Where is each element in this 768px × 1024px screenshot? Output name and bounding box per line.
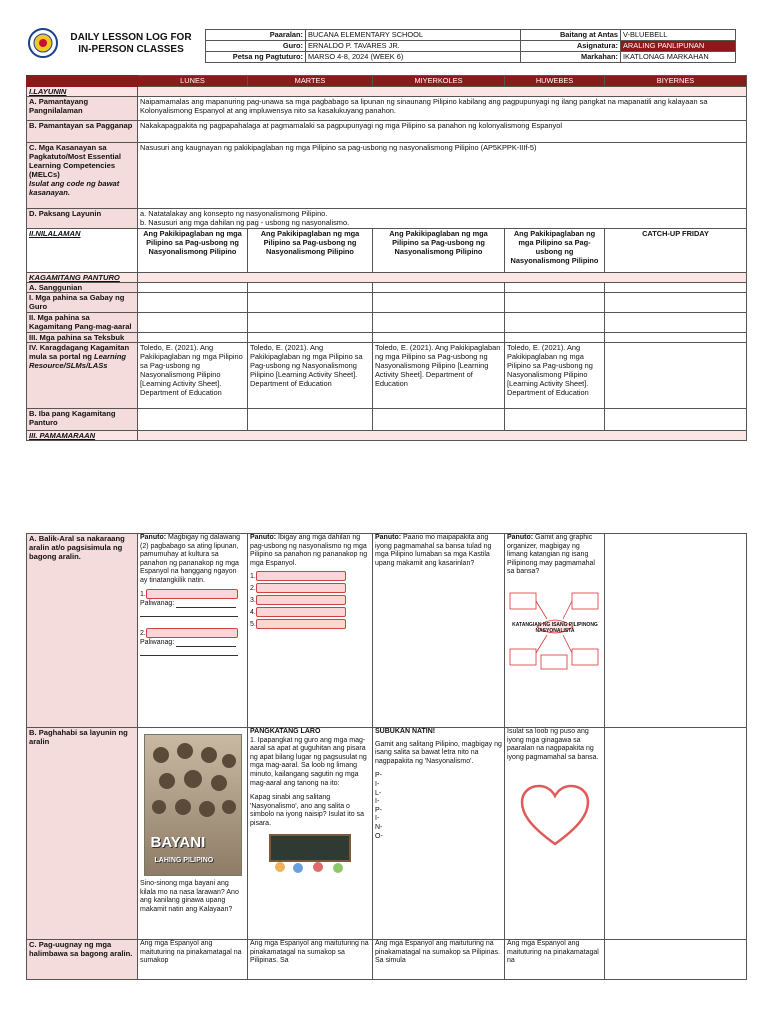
tue-b-text2: Kapag sinabi ang salitang 'Nasyonalismo', ano ang salita o simbolo na iyong naisip? Isulat ito sa pisara. [250, 794, 365, 827]
wed-b-heading: SUBUKAN NATIN! [375, 728, 436, 735]
section-layunin: I.LAYUNIN [27, 87, 138, 97]
row-label-melc-note: Isulat ang code ng bawat kasanayan. [29, 179, 120, 197]
value-guro: ERNALDO P. TAVARES JR. [306, 41, 521, 52]
ref-miyerkoles: Toledo, E. (2021). Ang Pakikipaglaban ng mga Pilipino sa Pag-usbong ng Nasyonalismong Pilipino [Learning Activity Sheet]. Department of Education [373, 343, 505, 409]
pagganap-text: Nakakapagpakita ng pagpapahalaga at pagmamalaki sa pagpupunyagi ng mga Pilipino sa panahon ng kolonyalismong Espanyol [138, 121, 747, 143]
catch-up-friday: CATCH-UP FRIDAY [605, 229, 747, 273]
heart-icon [520, 784, 590, 848]
tue-a-panuto: Panuto: [250, 534, 277, 541]
acrostic-letter: O- [375, 832, 383, 840]
day-header-huwebes: HUWEBES [505, 76, 605, 87]
row-label-teksbuk: III. Mga pahina sa Teksbuk [27, 333, 138, 343]
wed-a-panuto: Panuto: [375, 534, 402, 541]
row-label-pag-uugnay: C. Pag-uugnay ng mga halimbawa sa bagong aralin. [27, 940, 138, 980]
lesson-log-table [26, 75, 747, 441]
layunin-a: a. Natatalakay ang konsepto ng nasyonalismong Pilipino. [140, 209, 328, 218]
nilalaman-huwebes: Ang Pakikipaglaban ng mga Pilipino sa Pag-usbong ng Nasyonalismong Pilipino [505, 229, 605, 273]
c-huwebes: Ang mga Espanyol ang maituturing na pinakamatagal na [505, 940, 605, 980]
label-asignatura: Asignatura: [521, 41, 621, 52]
bayani-poster [144, 734, 242, 876]
answer-box[interactable] [256, 571, 346, 581]
acrostic-letter: N- [375, 823, 383, 831]
c-martes: Ang mga Espanyol ang maituturing na pinakamatagal na sumakop sa Pilipinas. Sa [248, 940, 373, 980]
row-label-melc: C. Mga Kasanayan sa Pagkatuto/Most Essential Learning Competencies (MELCs) [29, 143, 121, 179]
section-nilalaman: II.NILALAMAN [27, 229, 138, 273]
heroes-collage-icon [145, 735, 241, 835]
value-asignatura: ARALING PANLIPUNAN [621, 41, 736, 52]
ref-huwebes: Toledo, E. (2021). Ang Pakikipaglaban ng mga Pilipino sa Pag-usbong ng Nasyonalismong Pilipino [Learning Activity Sheet]. Department of Education [505, 343, 605, 409]
tue-a-num4: 4. [250, 609, 256, 617]
ref-lunes: Toledo, E. (2021). Ang Pakikipaglaban ng mga Pilipino sa Pag-usbong ng Nasyonalismong Pilipino [Learning Activity Sheet]. Department of Education [138, 343, 248, 409]
row-label-pangnilalaman: A. Pamantayang Pangnilalaman [27, 97, 138, 121]
acrostic-letter: P- [375, 772, 382, 780]
tue-a-num3: 3. [250, 597, 256, 605]
row-label-paghahabi: B. Paghahabi sa layunin ng aralin [27, 728, 138, 940]
answer-box[interactable] [256, 607, 346, 617]
mon-a-body: Magbigay ng dalawang (2) pagbabago sa ating lipunan, pamumuhay at kultura sa panahon ng pananakop ng mga Espanyol na hanggang ngayon ay tinatangkilik natin. [140, 534, 241, 584]
acrostic-letter: I- [375, 798, 380, 806]
title-line-2: IN-PERSON CLASSES [78, 44, 184, 55]
mon-a-num2: 2. [140, 629, 146, 637]
day-header-lunes: LUNES [138, 76, 248, 87]
tue-a-body: Ibigay ang mga dahilan ng pag-usbong ng nasyonalismo ng mga Pilipino sa panahon ng pananakop ng mga Espanyol. [250, 534, 368, 567]
classroom-illustration [250, 833, 370, 873]
thu-a-panuto: Panuto: [507, 534, 534, 541]
answer-box[interactable] [146, 628, 238, 638]
acrostic-letter: P- [375, 806, 382, 814]
layunin-b: b. Nasusuri ang mga dahilan ng pag - usbong ng nasyonalismo. [140, 218, 350, 227]
tue-b-heading: PANGKATANG LARO [250, 728, 321, 735]
melc-text: Nasusuri ang kaugnayan ng pakikipaglaban ng mga Pilipino sa pag-usbong ng nasyonalismong Pilipino (AP5KPPK-IIIf-5) [138, 143, 747, 209]
day-header-biyernes: BIYERNES [605, 76, 747, 87]
deped-seal [28, 28, 58, 58]
value-paaralan: BUCANA ELEMENTARY SCHOOL [306, 30, 521, 41]
value-baitang: V-BLUEBELL [621, 30, 736, 41]
row-label-paksang-layunin: D. Paksang Layunin [27, 209, 138, 229]
label-baitang: Baitang at Antas [521, 30, 621, 41]
c-miyerkoles: Ang mga Espanyol ang maituturing na pinakamatagal na sumakop sa Pilipinas. Sa simula [373, 940, 505, 980]
row-label-pagganap: B. Pamantayan sa Pagganap [27, 121, 138, 143]
row-label-lr-portal: Learning Resource/SLMs/LASs [29, 352, 127, 370]
label-markahan: Markahan: [521, 52, 621, 63]
thu-a-body: Gamit ang graphic organizer, magbigay ng limang katangian ng isang Pilipinong may pagmamahal sa bansa? [507, 534, 595, 576]
row-label-balik-aral: A. Balik-Aral sa nakaraang aralin at/o pagsisimula ng bagong aralin. [27, 534, 138, 728]
answer-box[interactable] [256, 583, 346, 593]
day-header-martes: MARTES [248, 76, 373, 87]
mon-b-question: Sino-sinong mga bayani ang kilala mo na nasa larawan? Ano ang kanilang ginawa upang makamit natin ang Kalayaan? [140, 880, 239, 913]
answer-box[interactable] [146, 589, 238, 599]
day-header-miyerkoles: MIYERKOLES [373, 76, 505, 87]
organizer-center-label: KATANGIAN NG ISANG PILIPINONG NASYONALISTA [512, 621, 598, 634]
pamamaraan-table [26, 533, 747, 980]
section-kagamitang: KAGAMITANG PANTURO [27, 273, 138, 283]
label-petsa: Petsa ng Pagtuturo: [206, 52, 306, 63]
row-label-sanggunian: A. Sanggunian [27, 283, 138, 293]
mon-a-paliwanag1: Paliwanag: [140, 599, 175, 607]
poster-title: BAYANI [150, 834, 206, 851]
mon-a-num1: 1. [140, 590, 146, 598]
label-paaralan: Paaralan: [206, 30, 306, 41]
ref-martes: Toledo, E. (2021). Ang Pakikipaglaban ng mga Pilipino sa Pag-usbong ng Nasyonalismong Pilipino [Learning Activity Sheet]. Department of Education [248, 343, 373, 409]
c-lunes: Ang mga Espanyol ang maituturing na pinakamatagal na sumakop [138, 940, 248, 980]
row-label-karagdagang: IV. Karagdagang Kagamitan mula sa portal ng [29, 343, 130, 361]
value-markahan: IKATLONAG MARKAHAN [621, 52, 736, 63]
wed-a-body: Paano mo maipapakita ang iyong pagmamahal sa bansa tulad ng mga Pilipino lumaban sa mga Kastila upang makamit ang kasarinlan? [375, 534, 492, 567]
poster-subtitle: LAHING PILIPINO [154, 857, 214, 864]
thu-b-text: Isulat sa loob ng puso ang iyong mga ginagawa sa paaralan na nagpapakita ng iyong pagmamahal sa bansa. [507, 728, 599, 761]
acrostic-letter: I- [375, 780, 380, 788]
wed-b-text: Gamit ang salitang Pilipino, magbigay ng isang salita sa bawat letra nito na nagpapakita ng 'Nasyonalismo'. [375, 740, 502, 765]
graphic-organizer [507, 583, 602, 679]
tue-a-num5: 5. [250, 621, 256, 629]
section-pamamaraan: III. PAMAMARAAN [27, 431, 138, 441]
answer-box[interactable] [256, 619, 346, 629]
tue-b-text: 1. Ipapangkat ng guro ang mga mag-aaral sa apat at guguhitan ang pisara ng apat bilang lugar ng pagsusulat ng mga mag-aaral. Sa loob ng limang minuto, kailangang sagutin ng mga mag-aaral ang tanong na ito: [250, 736, 367, 787]
nilalaman-lunes: Ang Pakikipaglaban ng mga Pilipino sa Pag-usbong ng Nasyonalismong Pilipino [138, 229, 248, 273]
chalkboard-kids-icon [250, 833, 368, 873]
row-label-iba-pang-kagamitan: B. Iba pang Kagamitang Panturo [27, 409, 138, 431]
answer-box[interactable] [256, 595, 346, 605]
value-petsa: MARSO 4-8, 2024 (WEEK 6) [306, 52, 521, 63]
tue-a-num1: 1. [250, 573, 256, 581]
mon-a-paliwanag2: Paliwanag: [140, 638, 175, 646]
acrostic-letter: I- [375, 815, 380, 823]
tue-a-num2: 2. [250, 585, 256, 593]
row-label-gabay-guro: I. Mga pahina sa Gabay ng Guro [27, 293, 138, 313]
acrostic-letter: L- [375, 789, 382, 797]
nilalaman-martes: Ang Pakikipaglaban ng mga Pilipino sa Pag-usbong ng Nasyonalismong Pilipino [248, 229, 373, 273]
title-line-1: DAILY LESSON LOG FOR [70, 32, 192, 43]
header-info-table [205, 29, 736, 63]
label-guro: Guro: [206, 41, 306, 52]
acrostic-list [375, 772, 502, 841]
mon-a-panuto: Panuto: [140, 534, 167, 541]
nilalaman-miyerkoles: Ang Pakikipaglaban ng mga Pilipino sa Pag-usbong ng Nasyonalismong Pilipino [373, 229, 505, 273]
pangnilalaman-text: Naipamamalas ang mapanuring pag-unawa sa mga pagbabago sa lipunan ng sinaunang Pilipino kabilang ang pagpupunyagi ng ilang pangkat na mapanatili ang kalayaan sa Kolonyalismong Espanyol at ang impluwensya nito sa kasalukuyang panahon. [138, 97, 747, 121]
row-label-kagamitang-mag-aaral: II. Mga pahina sa Kagamitang Pang-mag-aaral [27, 313, 138, 333]
